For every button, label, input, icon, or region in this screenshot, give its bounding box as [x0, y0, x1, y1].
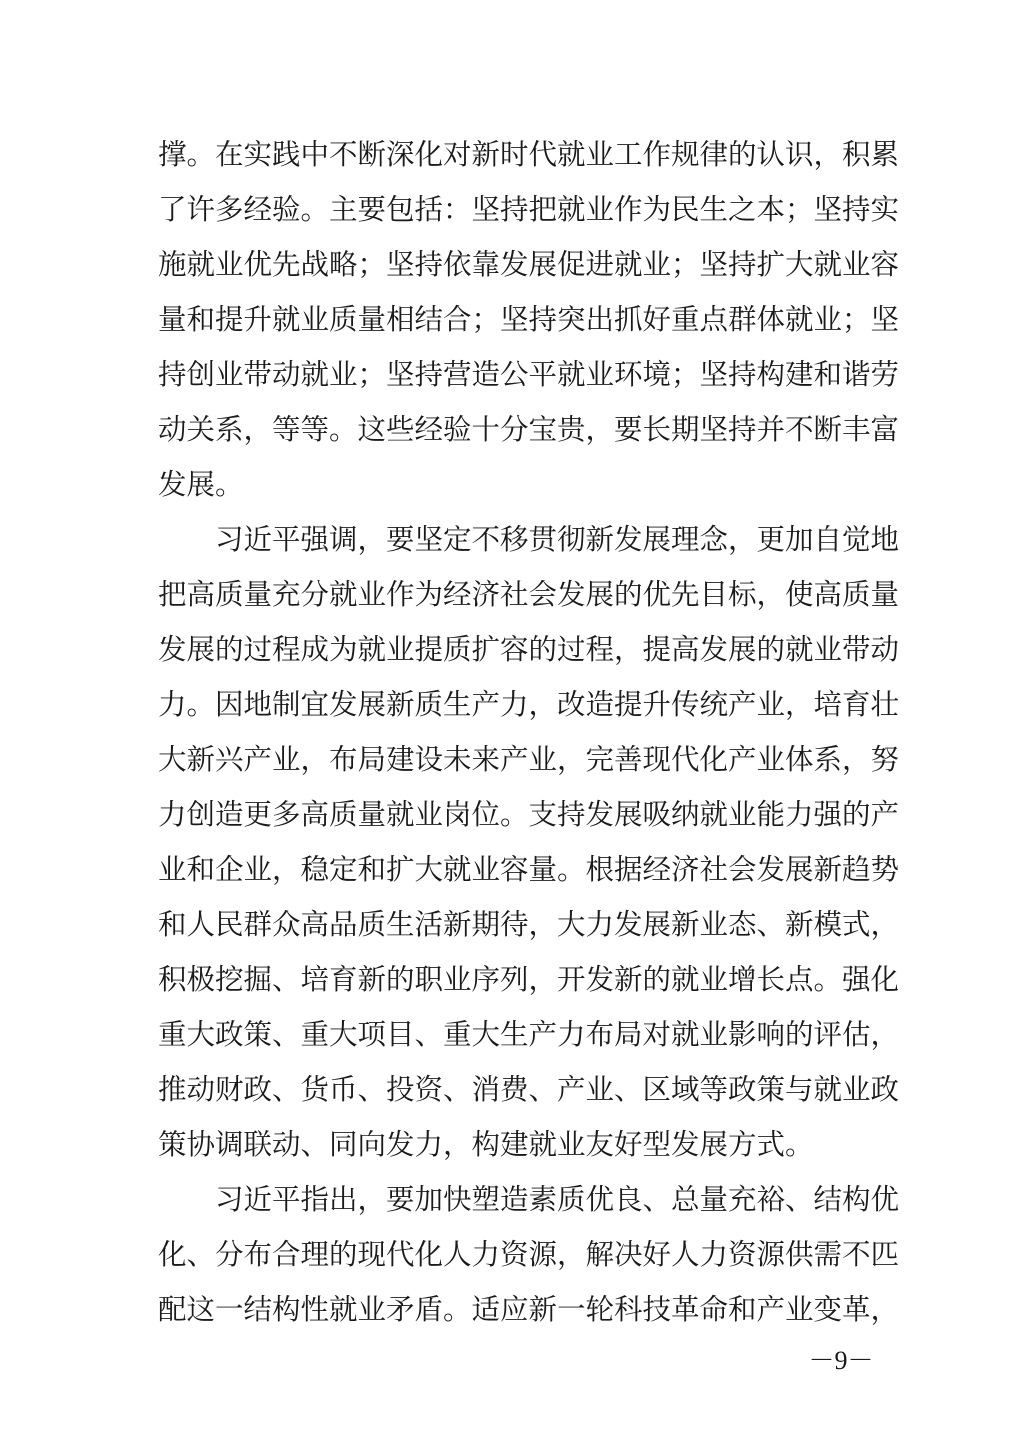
text-line: 把高质量充分就业作为经济社会发展的优先目标，使高质量	[158, 578, 900, 611]
text-line: 力创造更多高质量就业岗位。支持发展吸纳就业能力强的产	[158, 798, 900, 831]
text-line: 习近平强调，要坚定不移贯彻新发展理念，更加自觉地	[158, 523, 900, 556]
text-line: 施就业优先战略；坚持依靠发展促进就业；坚持扩大就业容	[158, 248, 900, 281]
text-line: 策协调联动、同向发力，构建就业友好型发展方式。	[158, 1128, 814, 1161]
text-line: 业和企业，稳定和扩大就业容量。根据经济社会发展新趋势	[158, 853, 900, 886]
text-line: 发展的过程成为就业提质扩容的过程，提高发展的就业带动	[158, 633, 900, 666]
body-text	[158, 127, 900, 1337]
text-line: 持创业带动就业；坚持营造公平就业环境；坚持构建和谐劳	[158, 358, 900, 391]
text-line: 化、分布合理的现代化人力资源，解决好人力资源供需不匹	[158, 1238, 900, 1271]
text-line: 了许多经验。主要包括：坚持把就业作为民生之本；坚持实	[158, 193, 900, 226]
text-line: 发展。	[158, 468, 244, 501]
text-line: 量和提升就业质量相结合；坚持突出抓好重点群体就业；坚	[158, 303, 900, 336]
page-number: －9－	[808, 1346, 874, 1375]
text-line: 撑。在实践中不断深化对新时代就业工作规律的认识，积累	[158, 138, 900, 171]
text-line: 力。因地制宜发展新质生产力，改造提升传统产业，培育壮	[158, 688, 900, 721]
text-line: 积极挖掘、培育新的职业序列，开发新的就业增长点。强化	[158, 963, 900, 996]
text-line: 习近平指出，要加快塑造素质优良、总量充裕、结构优	[158, 1183, 900, 1216]
text-line: 推动财政、货币、投资、消费、产业、区域等政策与就业政	[158, 1073, 900, 1106]
text-line: 和人民群众高品质生活新期待，大力发展新业态、新模式，	[158, 908, 900, 941]
text-line: 配这一结构性就业矛盾。适应新一轮科技革命和产业变革，	[158, 1293, 900, 1326]
text-line: 大新兴产业，布局建设未来产业，完善现代化产业体系，努	[158, 743, 900, 776]
text-line: 动关系，等等。这些经验十分宝贵，要长期坚持并不断丰富	[158, 413, 900, 446]
text-line: 重大政策、重大项目、重大生产力布局对就业影响的评估，	[158, 1018, 900, 1051]
